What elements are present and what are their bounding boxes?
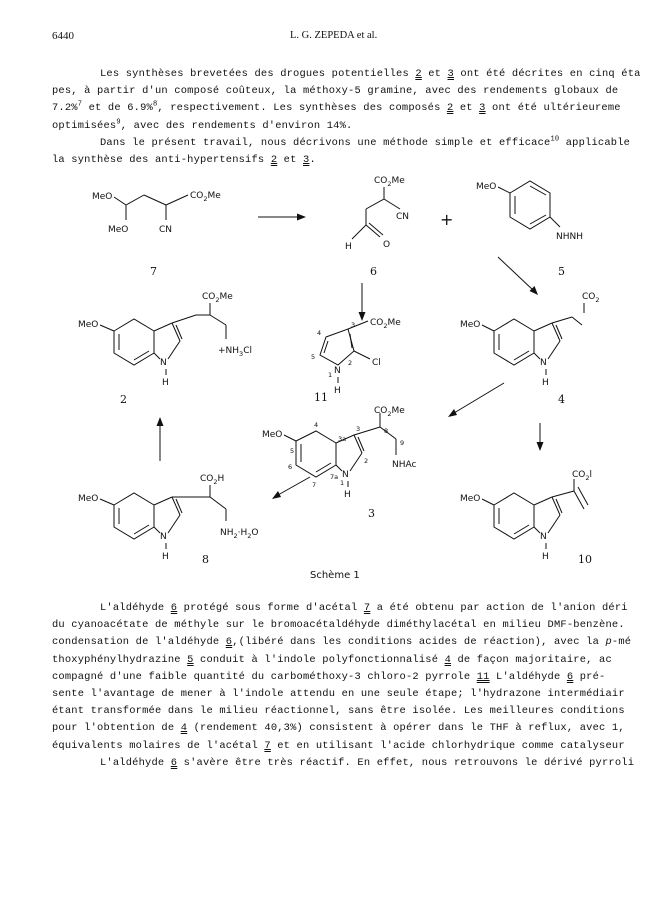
co2me-label: CO — [374, 406, 388, 416]
svg-text:NH2·H2O: $NH_2\cdot H_2O$ — [220, 528, 259, 540]
o-label: O — [383, 240, 391, 250]
svg-text:8: 8 — [384, 427, 389, 435]
body-line-9: équivalents molaires de l'acétal 7 et en utilisant l'acide chlorhydrique comme catalyseur — [52, 739, 625, 752]
svg-text:4: 4 — [314, 421, 319, 429]
svg-text:6: 6 — [288, 463, 293, 471]
co2me-label: CO — [202, 292, 216, 302]
co2me-label: CO — [370, 318, 384, 328]
compound-3-structure — [262, 406, 416, 520]
body-paragraph — [52, 600, 672, 772]
svg-text:7a: 7a — [330, 473, 339, 481]
h-label: H — [162, 552, 169, 562]
n-label: N — [334, 366, 341, 376]
compound-6-structure — [345, 176, 409, 278]
compound-number-6: 6 — [370, 265, 377, 278]
reaction-arrow — [498, 257, 534, 291]
compound-11-structure — [311, 318, 401, 404]
body-line-7: étant transformée dans le milieu réactionnel, sans être isolée. Les meilleures conditions — [52, 705, 625, 718]
svg-text:4: 4 — [317, 329, 322, 337]
svg-text:5: 5 — [290, 447, 295, 455]
nhnh3cl-label: NHNH — [556, 232, 583, 242]
intro-line-3: 7.2%$^7$ et de 6.9%$^8$, respectivement. Les synthèses des composés 2 et 3 ont été ultérieureme — [52, 100, 621, 115]
co2-cut-label: CO — [582, 292, 596, 302]
svg-text:1: 1 — [328, 371, 333, 379]
n-label: N — [160, 358, 167, 368]
intro-line-1: Les synthèses brevetées des drogues potentielles 2 et 3 ont été décrites en cinq éta — [100, 68, 641, 80]
compound-2-structure — [78, 292, 252, 406]
compound-10-structure — [460, 470, 592, 565]
svg-text:CO2H: $CO_2H$ — [200, 474, 225, 486]
body-line-3: condensation de l'aldéhyde 6,(libéré dans les conditions acides de réaction), avec la p-mé — [52, 636, 632, 649]
n-label: N — [540, 358, 547, 368]
svg-text:5: 5 — [311, 353, 316, 361]
co2me-label: CO — [374, 176, 388, 186]
svg-text:+NH3Cl: $+NH_3Cl$ — [218, 346, 252, 358]
n-label: N — [160, 532, 167, 542]
compound-4-structure — [460, 292, 600, 406]
svg-text:7: 7 — [312, 481, 317, 489]
compound-5-structure — [476, 181, 583, 278]
meo-label: MeO — [108, 225, 129, 235]
svg-text:CO2l: $CO_2l$ — [572, 470, 593, 482]
intro-line-2: pes, à partir d'un composé coûteux, la méthoxy-5 gramine, avec des rendements globaux de — [52, 85, 619, 98]
meo-label: MeO — [78, 494, 99, 504]
svg-text:CO2Me: $CO_2Me$ — [370, 318, 401, 330]
running-head: L. G. ZEPEDA et al. — [290, 30, 378, 41]
cl-label: Cl — [372, 358, 381, 368]
meo-label: MeO — [460, 494, 481, 504]
co2me-label: CO — [190, 191, 204, 201]
compound-number-3: 3 — [368, 507, 375, 520]
n-label: N — [540, 532, 547, 542]
svg-text:9: 9 — [400, 439, 405, 447]
compound-number-5: 5 — [558, 265, 565, 278]
nh3cl-label: +NH — [218, 346, 240, 356]
intro-paragraph — [52, 66, 672, 169]
co2h-label: CO — [200, 474, 214, 484]
svg-text:CO2Me: $CO_2Me$ — [374, 406, 405, 418]
reaction-arrow — [278, 477, 310, 495]
svg-text:CO2Me: $CO_2Me$ — [374, 176, 405, 188]
svg-text:CO2Me: $CO_2Me$ — [190, 191, 221, 203]
body-line-8: pour l'obtention de 4 (rendement 40,3%) consistent à opérer dans le THF à reflux, avec 1, — [52, 722, 625, 735]
h-label: H — [345, 242, 352, 252]
meo-label: MeO — [78, 320, 99, 330]
compound-number-4: 4 — [558, 393, 565, 406]
reaction-scheme — [48, 165, 672, 565]
h-label: H — [334, 386, 341, 396]
n-label: N — [342, 470, 349, 480]
h-label: H — [162, 378, 169, 388]
intro-line-5: Dans le présent travail, nous décrivons une méthode simple et efficace$^{10}$ applicable — [100, 135, 631, 149]
page-number: 6440 — [52, 30, 74, 42]
compound-number-2: 2 — [120, 393, 127, 406]
body-line-1: L'aldéhyde 6 protégé sous forme d'acétal 7 a été obtenu par action de l'anion déri — [100, 602, 628, 614]
svg-text:3: 3 — [356, 425, 361, 433]
h-label: H — [542, 378, 549, 388]
meo-label: MeO — [476, 182, 497, 192]
meo-label: MeO — [262, 430, 283, 440]
svg-text:3: 3 — [351, 321, 356, 329]
cn-label: CN — [396, 212, 410, 222]
svg-text:2: 2 — [348, 359, 353, 367]
compound-7-structure — [92, 191, 221, 278]
body-line-10: L'aldéhyde 6 s'avère être très réactif. En effet, nous retrouvons le dérivé pyrroli — [100, 756, 635, 769]
meo-label: MeO — [460, 320, 481, 330]
svg-text:NHNH — [556, 232, 583, 242]
compound-number-10: 10 — [578, 553, 592, 565]
meo-label: MeO — [92, 192, 113, 202]
plus-sign: + — [440, 210, 454, 229]
cn-label: CN — [159, 225, 173, 235]
compound-number-7: 7 — [150, 265, 157, 278]
body-line-6: sente l'avantage de mener à l'indole attendu en une seule étape; l'hydrazone intermédiair — [52, 688, 625, 701]
body-line-4: thoxyphénylhydrazine 5 conduit à l'indole polyfonctionnalisé 4 de façon majoritaire, ac — [52, 653, 612, 666]
reaction-arrow — [454, 383, 504, 413]
body-line-5: compagné d'une faible quantité du carbométhoxy-3 chloro-2 pyrrole 11 L'aldéhyde 6 pré- — [52, 670, 606, 683]
body-line-2: du cyanoacétate de méthyle sur le bromoacétaldéhyde diméthylacétal en milieu DMF-benzène. — [52, 619, 625, 632]
compound-number-8: 8 — [202, 553, 209, 565]
svg-text:CO2: $CO_2$ — [582, 292, 600, 304]
co2-cut-label: CO — [572, 470, 586, 480]
nhac-label: NHAc — [392, 460, 417, 470]
svg-text:2: 2 — [364, 457, 369, 465]
intro-line-6: la synthèse des anti-hypertensifs 2 et 3. — [52, 154, 316, 167]
intro-line-4: optimisées$^9$, avec des rendements d'environ 14%. — [52, 118, 353, 132]
svg-text:3a: 3a — [338, 435, 347, 443]
svg-text:CO2Me: $CO_2Me$ — [202, 292, 233, 304]
nh2h2o-label: NH — [220, 528, 234, 538]
h-label: H — [542, 552, 549, 562]
h-label: H — [344, 490, 351, 500]
compound-number-11: 11 — [314, 391, 328, 404]
scheme-caption: Schème 1 — [310, 570, 360, 581]
svg-text:1: 1 — [340, 479, 345, 487]
compound-8-structure — [78, 474, 259, 565]
